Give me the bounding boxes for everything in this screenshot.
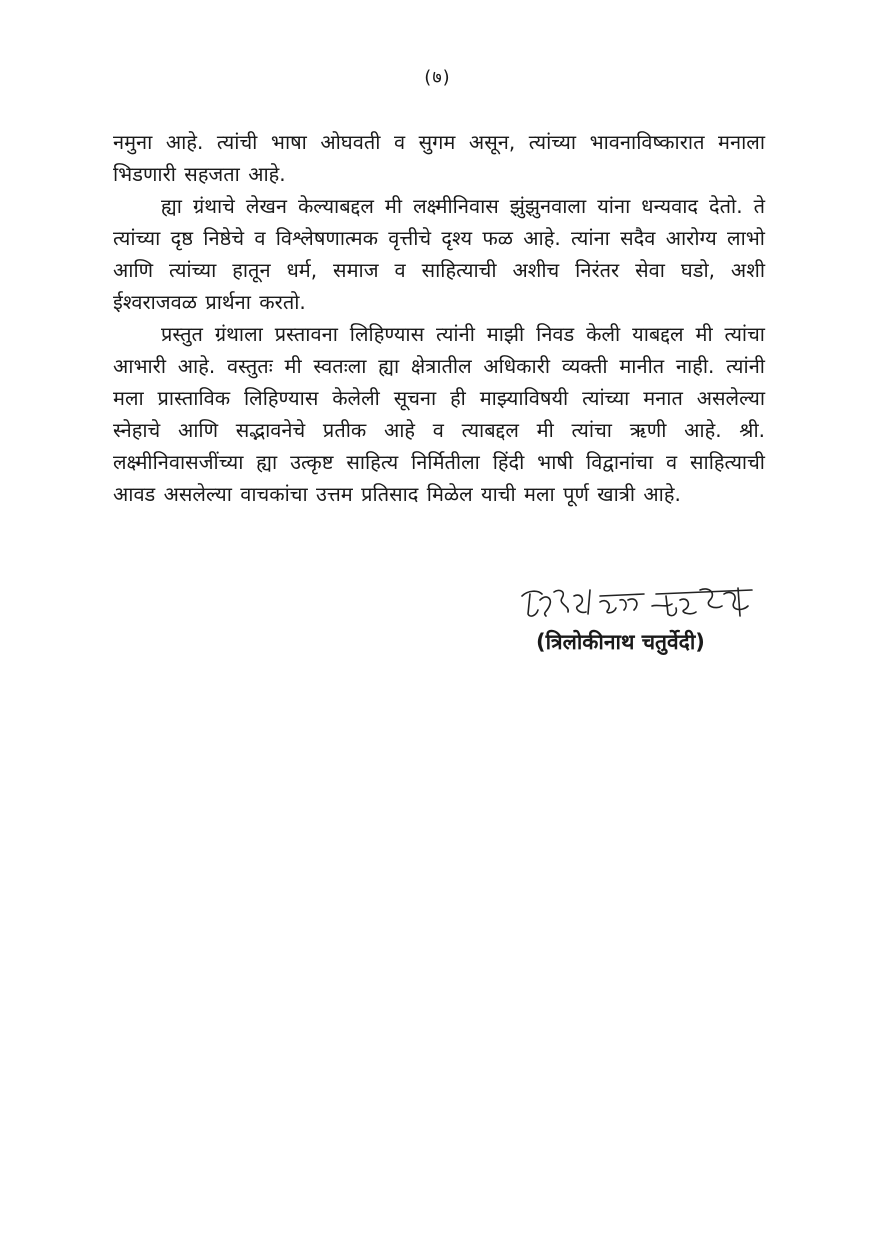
- signatory-name: (त्रिलोकीनाथ चतुर्वेदी): [536, 630, 705, 654]
- paragraph-continuation: नमुना आहे. त्यांची भाषा ओघवती व सुगम असून, त्यांच्या भावनाविष्कारात मनाला भिडणारी सहजता आहे.: [113, 130, 765, 186]
- page-number: (७): [424, 67, 451, 88]
- paragraph-preface-acknowledgement: प्रस्तुत ग्रंथाला प्रस्तावना लिहिण्यास त्यांनी माझी निवड केली याबद्दल मी त्यांचा आभारी आहे. वस्तुतः मी स्वतःला ह्या क्षेत्रातील अधिकारी व्यक्ती मानीत नाही. त्यांनी मला प्रास्ताविक लिहिण्यास केलेली सूचना ही माझ्याविषयी त्यांच्या मनात असलेल्या स्नेहाचे आणि सद्भावनेचे प्रतीक आहे व त्याबद्दल मी त्यांचा ऋणी आहे. श्री. लक्ष्मीनिवासजींच्या ह्या उत्कृष्ट साहित्य निर्मितीला हिंदी भाषी विद्वानांचा व साहित्याची आवड असलेल्या वाचकांचा उत्तम प्रतिसाद मिळेल याची मला पूर्ण खात्री आहे.: [113, 322, 765, 506]
- handwritten-signature: [516, 582, 756, 626]
- signature-block: [500, 582, 760, 656]
- body-text: [113, 126, 765, 510]
- paragraph-thanks: ह्या ग्रंथाचे लेखन केल्याबद्दल मी लक्ष्मीनिवास झुंझुनवाला यांना धन्यवाद देतो. ते त्यांच्या दृष्ठ निष्ठेचे व विश्लेषणात्मक वृत्तीचे दृश्य फळ आहे. त्यांना सदैव आरोग्य लाभो आणि त्यांच्या हातून धर्म, समाज व साहित्याची अशीच निरंतर सेवा घडो, अशी ईश्वराजवळ प्रार्थना करतो.: [113, 194, 765, 314]
